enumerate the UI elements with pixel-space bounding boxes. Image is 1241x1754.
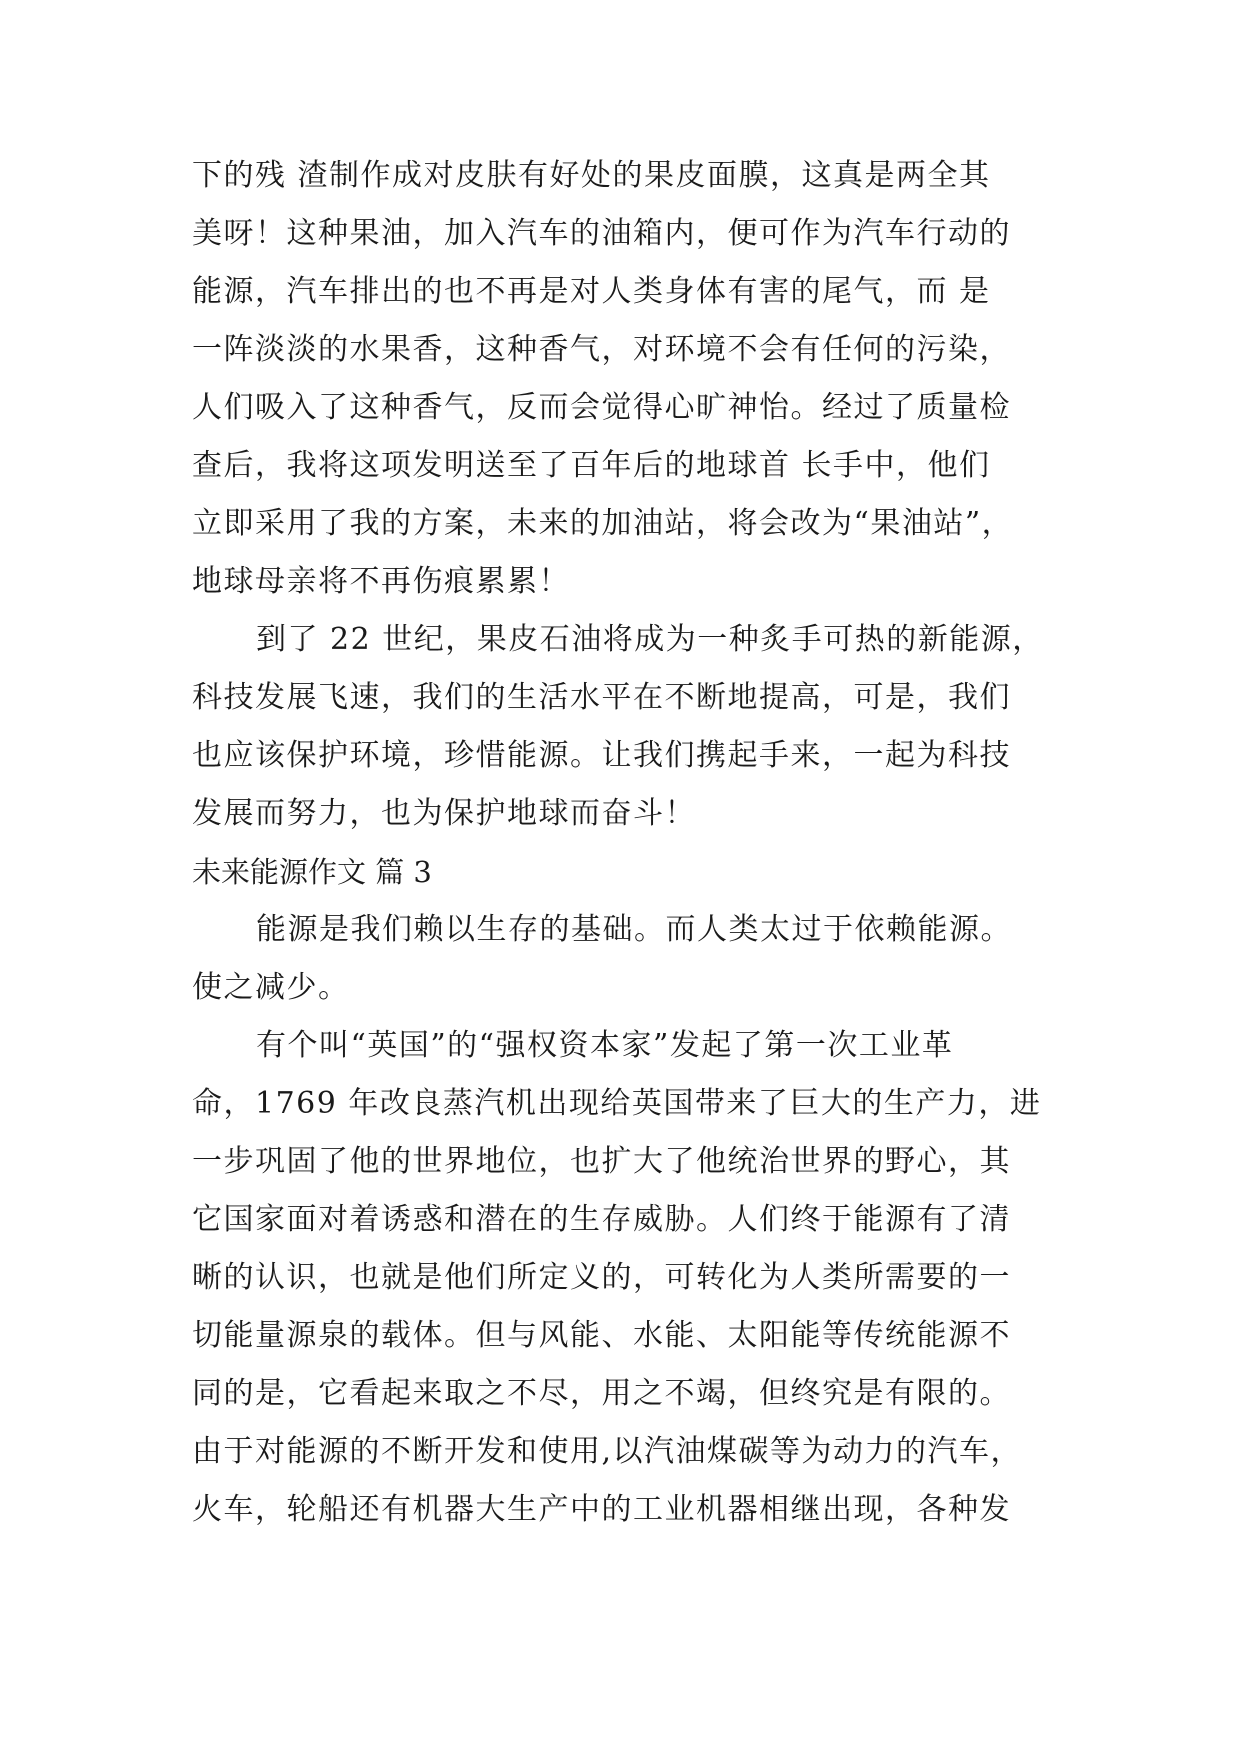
paragraph-line: 由于对能源的不断开发和使用,以汽油煤碳等为动力的汽车， <box>192 1434 1023 1469</box>
paragraph-line: 一步巩固了他的世界地位，也扩大了他统治世界的野心，其 <box>192 1144 1011 1179</box>
paragraph-line: 能源是我们赖以生存的基础。而人类太过于依赖能源。 <box>256 912 1012 947</box>
paragraph-line: 命，1769 年改良蒸汽机出现给英国带来了巨大的生产力，进 <box>192 1086 1042 1121</box>
paragraph-line: 地球母亲将不再伤痕累累！ <box>192 564 570 599</box>
paragraph-line: 科技发展飞速，我们的生活水平在不断地提高，可是，我们 <box>192 680 1011 715</box>
paragraph-line: 能源，汽车排出的也不再是对人类身体有害的尾气，而 是 <box>192 274 991 309</box>
paragraph-line: 晰的认识，也就是他们所定义的，可转化为人类所需要的一 <box>192 1260 1011 1295</box>
paragraph-line: 发展而努力，也为保护地球而奋斗！ <box>192 796 696 831</box>
paragraph-line: 立即采用了我的方案，未来的加油站，将会改为“果油站”， <box>192 506 1014 541</box>
paragraph-line: 美呀！这种果油，加入汽车的油箱内，便可作为汽车行动的 <box>192 216 1011 251</box>
paragraph-line: 它国家面对着诱惑和潜在的生存威胁。人们终于能源有了清 <box>192 1202 1011 1237</box>
paragraph-line: 有个叫“英国”的“强权资本家”发起了第一次工业革 <box>256 1028 954 1063</box>
paragraph-line: 也应该保护环境，珍惜能源。让我们携起手来，一起为科技 <box>192 738 1011 773</box>
paragraph-line: 一阵淡淡的水果香，这种香气，对环境不会有任何的污染， <box>192 332 1011 367</box>
paragraph-line: 切能量源泉的载体。但与风能、水能、太阳能等传统能源不 <box>192 1318 1011 1353</box>
paragraph-line: 同的是，它看起来取之不尽，用之不竭，但终究是有限的。 <box>192 1376 1011 1411</box>
paragraph-line: 使之减少。 <box>192 970 350 1005</box>
paragraph-line: 到了 22 世纪，果皮石油将成为一种炙手可热的新能源， <box>256 622 1044 657</box>
paragraph-line: 下的残 渣制作成对皮肤有好处的果皮面膜，这真是两全其 <box>192 158 991 193</box>
paragraph-line: 查后，我将这项发明送至了百年后的地球首 长手中，他们 <box>192 448 991 483</box>
paragraph-line: 人们吸入了这种香气，反而会觉得心旷神怡。经过了质量检 <box>192 390 1011 425</box>
section-heading: 未来能源作文 篇 3 <box>192 855 432 889</box>
paragraph-line: 火车，轮船还有机器大生产中的工业机器相继出现，各种发 <box>192 1492 1011 1527</box>
